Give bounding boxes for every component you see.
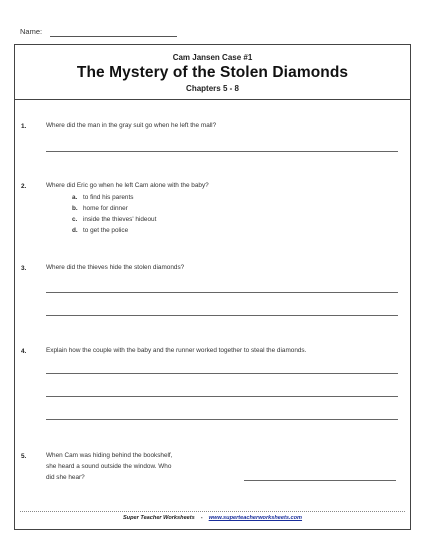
answer-line[interactable]: [46, 315, 398, 316]
question-text: Where did the man in the gray suit go when he left the mall?: [46, 122, 217, 129]
question-number: 3.: [21, 265, 27, 272]
choice-text: inside the thieves' hideout: [83, 216, 157, 223]
answer-line[interactable]: [46, 419, 398, 420]
footer-brand: Super Teacher Worksheets: [122, 515, 195, 521]
choice-c[interactable]: [72, 216, 156, 223]
footer-separator: -: [200, 515, 203, 521]
choice-d[interactable]: [72, 227, 128, 234]
choice-letter: d.: [72, 227, 78, 234]
question-text-line: did she hear?: [46, 474, 85, 481]
answer-line[interactable]: [46, 396, 398, 397]
answer-line[interactable]: [46, 373, 398, 374]
name-answer-line[interactable]: [50, 36, 177, 37]
choice-text: home for dinner: [83, 205, 128, 212]
question-number: 2.: [21, 183, 27, 190]
footer-divider: [20, 511, 405, 512]
short-answer-line[interactable]: [244, 480, 396, 481]
header-divider: [14, 99, 411, 100]
question-text-line: she heard a sound outside the window. Who: [46, 463, 172, 470]
choice-letter: a.: [72, 194, 78, 201]
choice-text: to get the police: [83, 227, 129, 234]
footer-url-link[interactable]: www.superteacherworksheets.com: [208, 515, 303, 521]
choice-letter: b.: [72, 205, 78, 212]
name-label: Name:: [20, 27, 43, 36]
question-number: 4.: [21, 348, 27, 355]
choice-letter: c.: [72, 216, 78, 223]
answer-line[interactable]: [46, 292, 398, 293]
answer-line[interactable]: [46, 151, 398, 152]
footer: [0, 515, 425, 521]
chapters-heading: Chapters 5 - 8: [186, 84, 239, 93]
question-text-line: When Cam was hiding behind the bookshelf,: [46, 452, 173, 459]
question-text: Explain how the couple with the baby and the runner worked together to steal the diamonds.: [46, 347, 307, 354]
case-heading: Cam Jansen Case #1: [172, 53, 253, 62]
choice-a[interactable]: [72, 194, 133, 201]
question-text: Where did the thieves hide the stolen diamonds?: [46, 264, 185, 271]
question-number: 1.: [21, 123, 27, 130]
choice-b[interactable]: [72, 205, 128, 212]
choice-text: to find his parents: [83, 194, 134, 201]
question-text: Where did Eric go when he left Cam alone with the baby?: [46, 182, 209, 189]
worksheet-title: The Mystery of the Stolen Diamonds: [76, 64, 349, 81]
question-number: 5.: [21, 453, 27, 460]
